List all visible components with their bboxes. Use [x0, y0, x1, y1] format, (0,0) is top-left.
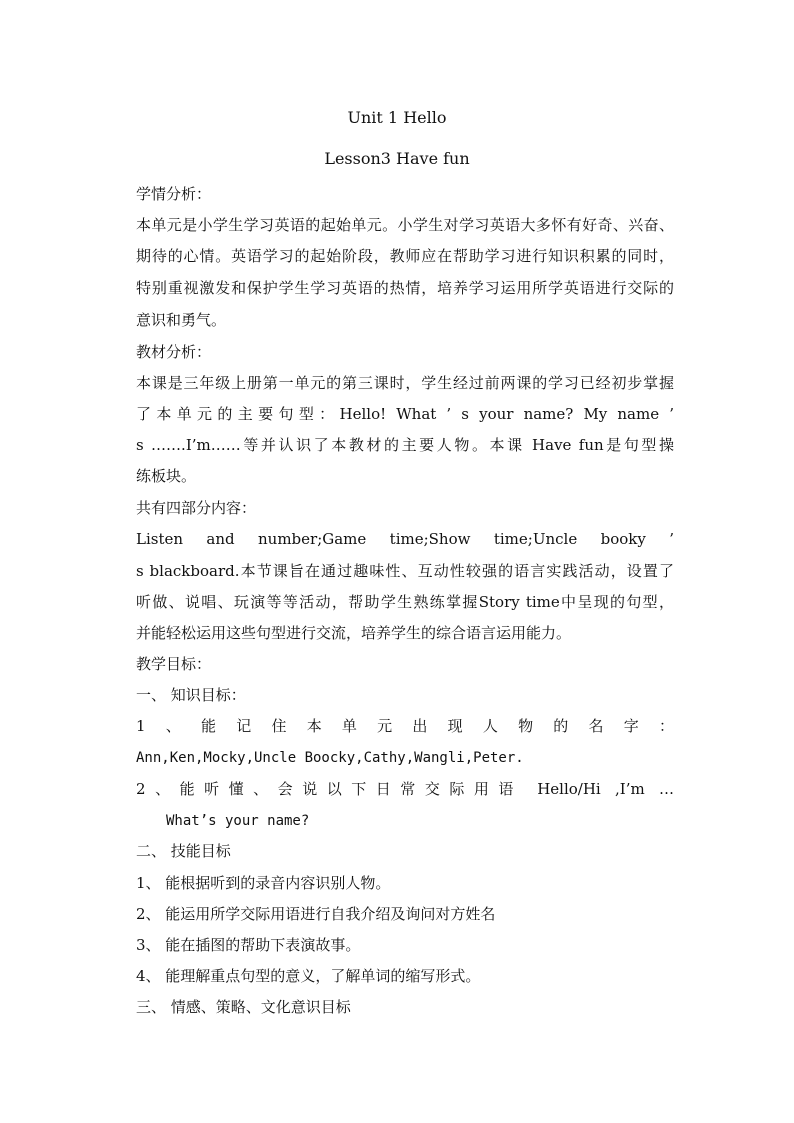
paragraph-line: s …….I’m……等并认识了本教材的主要人物。本课 Have fun是句型操: [136, 436, 674, 454]
paragraph-line: 本单元是小学生学习英语的起始单元。小学生对学习英语大多怀有好奇、兴奋、: [136, 216, 674, 234]
skill-item: 2、 能运用所学交际用语进行自我介绍及询问对方姓名: [136, 905, 496, 923]
goal-item-line: 1、能记住本单元出现人物的名字：: [136, 717, 674, 735]
paragraph-line: Listen and number;Game time;Show time;Uncle booky ’: [136, 530, 674, 548]
goal-item-line: What’s your name?: [166, 813, 310, 829]
section-skill-goals: 二、 技能目标: [136, 842, 231, 860]
skill-item: 3、 能在插图的帮助下表演故事。: [136, 936, 361, 954]
heading-four-parts: 共有四部分内容：: [136, 499, 257, 517]
paragraph-line: 特别重视激发和保护学生学习英语的热情，培养学习运用所学英语进行交际的: [136, 279, 674, 297]
skill-item: 4、 能理解重点句型的意义，了解单词的缩写形式。: [136, 967, 481, 985]
doc-title: Unit 1 Hello: [347, 108, 447, 127]
paragraph-line: 听做、说唱、玩演等等活动，帮助学生熟练掌握Story time中呈现的句型，: [136, 593, 674, 611]
goal-item-line: 2、能听懂、会说以下日常交际用语 Hello/Hi ,I’m …: [136, 780, 674, 798]
paragraph-line: 意识和勇气。: [136, 311, 227, 329]
goal-item-line: Ann,Ken,Mocky,Uncle Boocky,Cathy,Wangli,Peter.: [136, 750, 524, 766]
skill-item: 1、 能根据听到的录音内容识别人物。: [136, 874, 391, 892]
paragraph-line: 并能轻松运用这些句型进行交流，培养学生的综合语言运用能力。: [136, 624, 572, 642]
section-affect-goals: 三、 情感、策略、文化意识目标: [136, 998, 351, 1016]
section-knowledge-goals: 一、 知识目标：: [136, 686, 246, 704]
doc-subtitle: Lesson3 Have fun: [324, 149, 470, 168]
paragraph-line: 练板块。: [136, 467, 197, 485]
paragraph-line: s blackboard.本节课旨在通过趣味性、互动性较强的语言实践活动，设置了: [136, 562, 674, 580]
paragraph-line: 期待的心情。英语学习的起始阶段，教师应在帮助学习进行知识积累的同时，: [136, 247, 674, 265]
heading-learner-analysis: 学情分析：: [136, 185, 212, 203]
heading-material-analysis: 教材分析：: [136, 343, 212, 361]
heading-teaching-goals: 教学目标：: [136, 655, 212, 673]
paragraph-line: 了本单元的主要句型：Hello! What ’ s your name? My name ’: [136, 405, 674, 423]
paragraph-line: 本课是三年级上册第一单元的第三课时，学生经过前两课的学习已经初步掌握: [136, 374, 674, 392]
